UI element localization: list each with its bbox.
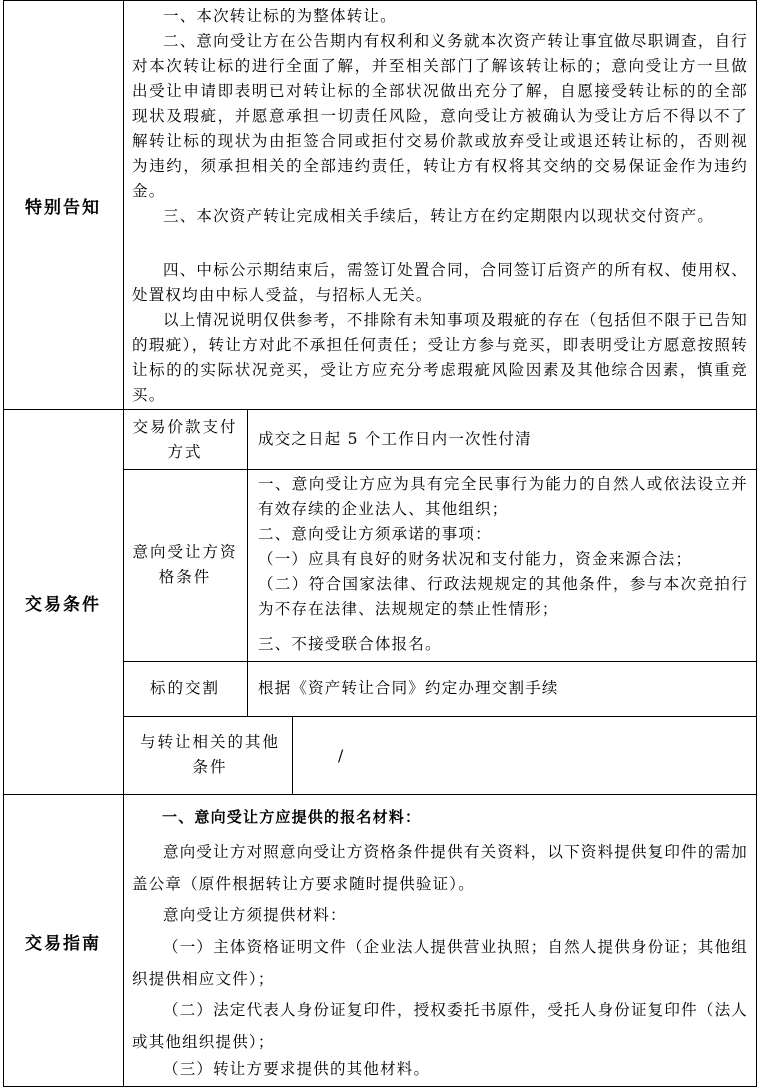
- conditions-section-label: 交易条件: [25, 595, 101, 615]
- conditions-inner-divider: [247, 409, 248, 716]
- notice-paragraph-1: 一、本次转让标的为整体转让。: [163, 7, 397, 25]
- payment-method-value: 成交之日起 5 个工作日内一次性付清: [258, 430, 532, 448]
- conditions-row-divider-1: [123, 469, 757, 470]
- guide-section-label: 交易指南: [25, 934, 101, 954]
- payment-method-label: 交易价款支付方式: [132, 418, 238, 461]
- label-column-divider: [123, 0, 124, 1087]
- qualification-line-2: 二、意向受让方须承诺的事项：: [258, 525, 492, 543]
- table-right-border: [756, 0, 757, 1087]
- notice-paragraph-3: 三、本次资产转让完成相关手续后，转让方在约定期限内以现状交付资产。: [163, 207, 715, 225]
- notice-bottom-border: [3, 409, 757, 410]
- qualification-label: 意向受让方资格条件: [132, 543, 238, 586]
- table-left-border: [3, 0, 4, 1087]
- notice-section-label: 特别告知: [25, 198, 101, 218]
- notice-paragraph-2: 二、意向受让方在公告期内有权利和义务就本次资产转让事宜做尽职调查，自行对本次转让标的进行全面了解，并至相关部门了解该转让标的；意向受让方一旦做出受让申请即表明已对转让标的全部状况做出充分了解，自愿接受转让标的的全部现状及瑕疵，并愿意承担一切责任风险，意向受让方被确认为受让方后不得以不了解转让标的现状为由拒签合同或拒付交易价款或放弃受让或退还转让标的，否则视为违约，须承担相关的全部违约责任，转让方有权将其交纳的交易保证金作为违约金。: [132, 32, 748, 200]
- qualification-line-4: （二）符合国家法律、行政法规规定的其他条件，参与本次竞拍行为不存在法律、法规规定的禁止性情形；: [258, 575, 748, 618]
- top-border: [3, 0, 757, 1]
- other-conditions-value: /: [338, 747, 345, 765]
- guide-line-4: （二）法定代表人身份证复印件，授权委托书原件，受托人身份证复印件（法人或其他组织提供）；: [132, 1001, 748, 1051]
- guide-line-5: （三）转让方要求提供的其他材料。: [163, 1060, 431, 1078]
- qualification-line-3: （一）应具有良好的财务状况和支付能力，资金来源合法；: [258, 550, 693, 568]
- guide-heading: 一、意向受让方应提供的报名材料：: [162, 808, 422, 826]
- delivery-label: 标的交割: [149, 679, 220, 697]
- delivery-value: 根据《资产转让合同》约定办理交割手续: [258, 679, 559, 697]
- conditions-row-divider-2: [123, 661, 757, 662]
- guide-line-2: 意向受让方须提供材料：: [163, 906, 347, 924]
- guide-line-1: 意向受让方对照意向受让方资格条件提供有关资料，以下资料提供复印件的需加盖公章（原件根据转让方要求随时提供验证）。: [132, 843, 748, 893]
- guide-line-3: （一）主体资格证明文件（企业法人提供营业执照；自然人提供身份证；其他组织提供相应文件）；: [132, 938, 748, 988]
- conditions-row-divider-3: [123, 716, 757, 717]
- notice-paragraph-5: 以上情况说明仅供参考，不排除有未知事项及瑕疵的存在（包括但不限于已告知的瑕疵），转让方对此不承担任何责任；受让方参与竞买，即表明受让方愿意按照转让标的的实际状况竞买，受让方应充分考虑瑕疵风险因素及其他综合因素，慎重竞买。: [132, 311, 748, 404]
- qualification-line-5: 三、不接受联合体报名。: [258, 635, 442, 653]
- conditions-last-row-divider: [292, 716, 293, 794]
- notice-paragraph-4: 四、中标公示期结束后，需签订处置合同，合同签订后资产的所有权、使用权、处置权均由中标人受益，与招标人无关。: [132, 261, 748, 304]
- other-conditions-label: 与转让相关的其他条件: [139, 733, 280, 776]
- qualification-line-1: 一、意向受让方应为具有完全民事行为能力的自然人或依法设立并有效存续的企业法人、其他组织；: [258, 475, 748, 518]
- conditions-bottom-border: [3, 794, 757, 795]
